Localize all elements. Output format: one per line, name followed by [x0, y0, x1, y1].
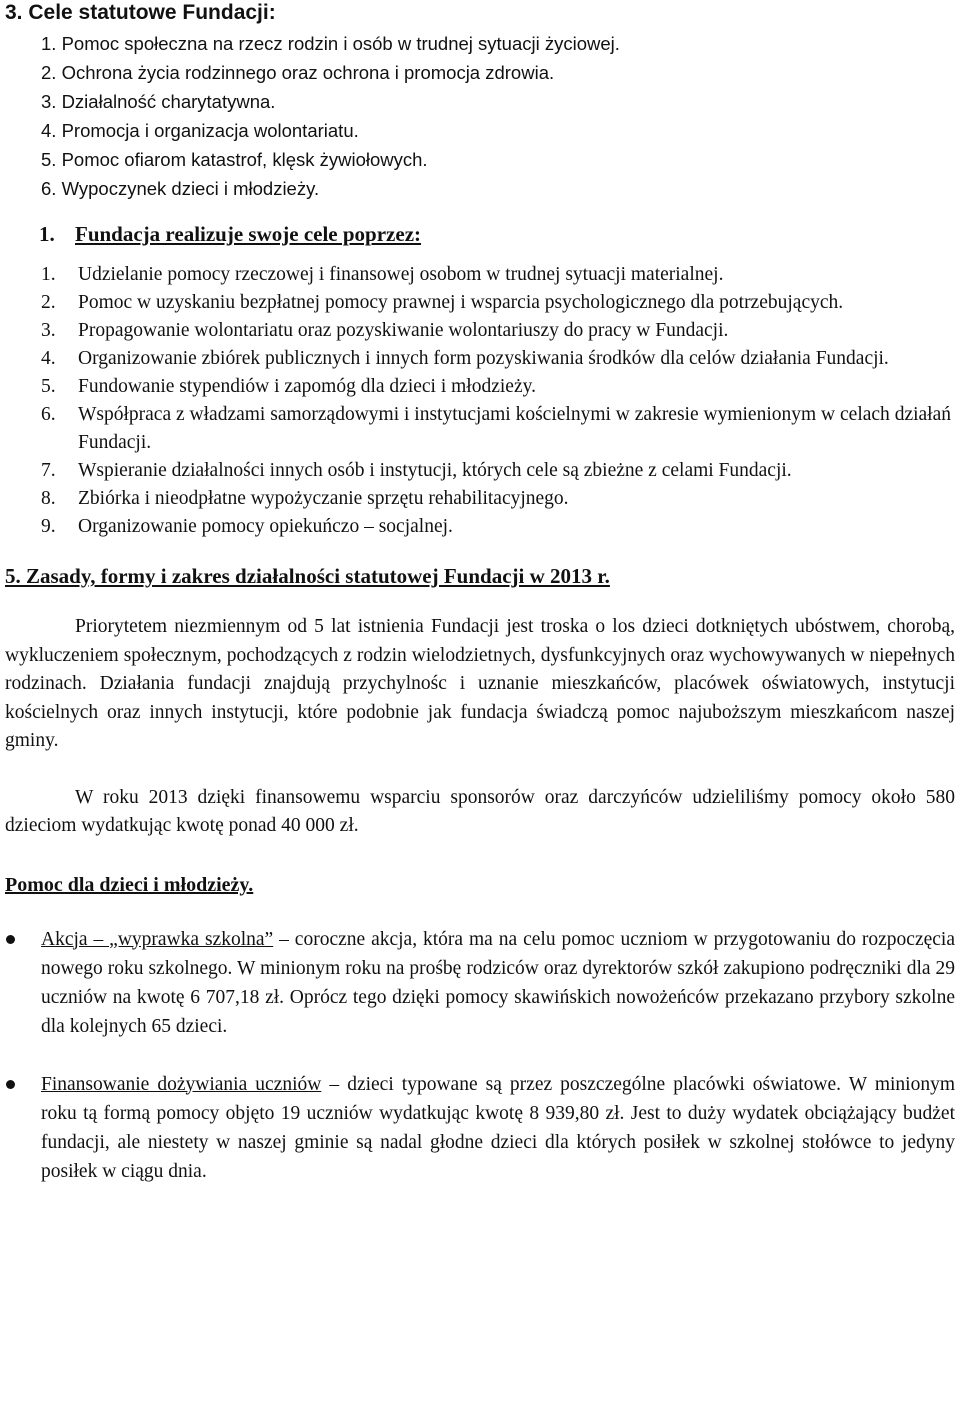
means-item-text: Zbiórka i nieodpłatne wypożyczanie sprzętu rehabilitacyjnego. [78, 488, 569, 509]
means-item-number: 2. [41, 292, 56, 313]
means-item [5, 373, 955, 401]
means-heading [39, 221, 955, 247]
bullet-lead: Akcja – „wyprawka szkolna” [41, 928, 274, 950]
means-item [5, 289, 955, 317]
means-item-text: Udzielanie pomocy rzeczowej i finansowej osobom w trudnej sytuacji materialnej. [78, 264, 724, 285]
means-item-text: Pomoc w uzyskaniu bezpłatnej pomocy prawnej i wsparcia psychologicznego dla potrzebujących. [78, 292, 844, 313]
means-item [5, 345, 955, 373]
goal-item: 4. Promocja i organizacja wolontariatu. [41, 120, 359, 141]
bullet-item [5, 925, 955, 1041]
bullet-item [5, 1070, 955, 1186]
means-item [5, 317, 955, 345]
section-gap [5, 541, 955, 563]
heading-gap [5, 589, 955, 613]
means-list [5, 261, 955, 541]
means-item-number: 1. [41, 264, 56, 285]
means-item-text: Propagowanie wolontariatu oraz pozyskiwanie wolontariuszy do pracy w Fundacji. [78, 320, 729, 341]
body-paragraph: W roku 2013 dzięki finansowemu wsparciu sponsorów oraz darczyńców udzieliliśmy pomocy około 580 dzieciom wydatkując kwotę ponad 40 000 zł. [5, 786, 955, 836]
means-item [5, 401, 955, 457]
means-heading-number: 1. [39, 222, 55, 246]
section-3-heading: 3. Cele statutowe Fundacji: [5, 1, 276, 24]
bullet-text: – dzieci typowane są przez poszczególne placówki oświatowe. W minionym roku tą formą pomocy objęto 19 uczniów wydatkując kwotę 8 939,80 zł. Jest to duży wydatek obciążający budżet fundacji, ale niestety w naszej gminie są nadal głodne dzieci dla których posiłek w szkolnej stołówce to jedyny posiłek w ciągu dnia. [41, 1073, 956, 1182]
goal-item: 5. Pomoc ofiarom katastrof, klęsk żywiołowych. [41, 149, 428, 170]
goal-item: 3. Działalność charytatywna. [41, 91, 276, 112]
bullet-dot-icon [6, 935, 15, 944]
means-item-text: Współpraca z władzami samorządowymi i instytucjami kościelnymi w zakresie wymienionym w celach działań Fundacji. [78, 404, 951, 453]
bullet-text: – coroczne akcja, która ma na celu pomoc uczniom w przygotowaniu do rozpoczęcia nowego roku szkolnego. W minionym roku na prośbę rodziców oraz dyrektorów szkół zakupiono podręczniki dla 29 uczniów na kwotę 6 707,18 zł. Oprócz tego dzięki pomocy skawińskich nowożeńców przekazano przybory szkolne dla kolejnych 65 dzieci. [41, 928, 955, 1037]
means-item-number: 4. [41, 348, 56, 369]
body-paragraph: Priorytetem niezmiennym od 5 lat istnienia Fundacji jest troska o los dzieci dotkniętych ubóstwem, chorobą, wykluczeniem społecznym, pochodzących z rodzin wielodzietnych, dysfunkcyjnych oraz wychowywanych w niepełnych rodzinach. Działania fundacji znajdują przychylnośc i uznanie mieszkańców, placówek oświatowych, instytucji kościelnych oraz innych instytucji, które podobnie jak fundacja świadczą pomoc najuboższym mieszkańcom naszej gminy. [5, 616, 955, 751]
statutory-goals-list [5, 29, 955, 203]
means-item-number: 8. [41, 488, 56, 509]
goal-item: 6. Wypoczynek dzieci i młodzieży. [41, 178, 320, 199]
means-item-text: Organizowanie zbiórek publicznych i innych form pozyskiwania środków dla celów działania Fundacji. [78, 348, 889, 369]
means-item [5, 513, 955, 541]
means-item-number: 6. [41, 404, 56, 425]
means-item [5, 261, 955, 289]
goal-item: 2. Ochrona życia rodzinnego oraz ochrona i promocja zdrowia. [41, 62, 555, 83]
bullet-dot-icon [6, 1080, 15, 1089]
help-for-children-heading: Pomoc dla dzieci i młodzieży. [5, 873, 254, 896]
means-item-text: Organizowanie pomocy opiekuńczo – socjalnej. [78, 516, 453, 537]
means-item [5, 485, 955, 513]
section-5-heading: 5. Zasady, formy i zakres działalności statutowej Fundacji w 2013 r. [5, 564, 610, 588]
help-bullet-list [5, 925, 955, 1186]
document-page [5, 0, 955, 1186]
means-item-number: 9. [41, 516, 56, 537]
means-item-text: Wspieranie działalności innych osób i instytucji, których cele są zbieżne z celami Fundacji. [78, 460, 792, 481]
means-item-number: 5. [41, 376, 56, 397]
means-item [5, 457, 955, 485]
means-item-number: 7. [41, 460, 56, 481]
means-heading-text: Fundacja realizuje swoje cele poprzez: [75, 222, 422, 246]
bullet-lead: Finansowanie dożywiania uczniów [41, 1073, 322, 1095]
means-item-number: 3. [41, 320, 56, 341]
means-item-text: Fundowanie stypendiów i zapomóg dla dzieci i młodzieży. [78, 376, 536, 397]
goal-item: 1. Pomoc społeczna na rzecz rodzin i osób w trudnej sytuacji życiowej. [41, 33, 620, 54]
